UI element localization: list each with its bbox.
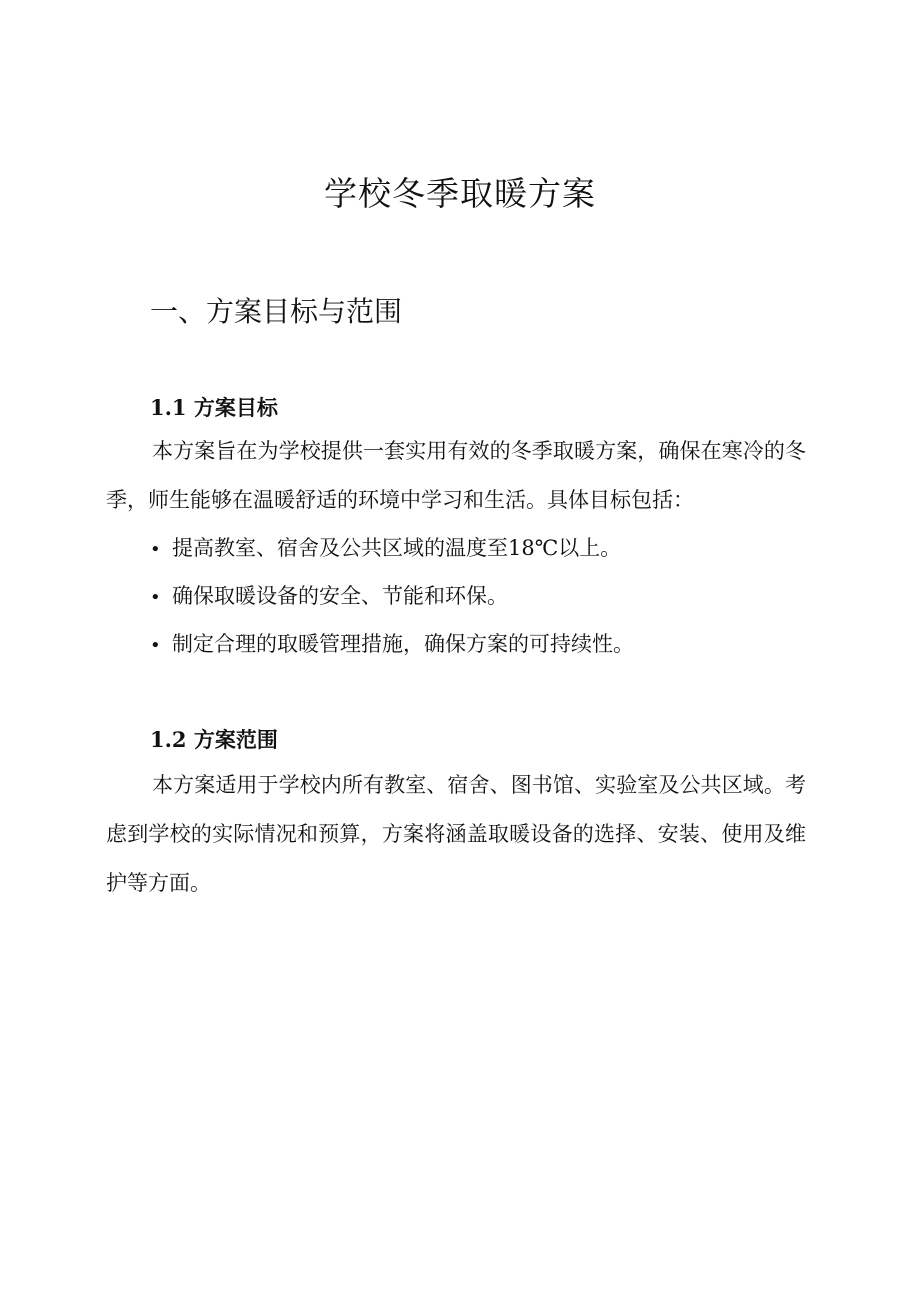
goals-paragraph: 本方案旨在为学校提供一套实用有效的冬季取暖方案，确保在寒冷的冬季，师生能够在温暖舒适的环境中学习和生活。具体目标包括： <box>106 439 806 512</box>
bullet-icon: • <box>150 635 161 656</box>
list-item <box>150 524 634 572</box>
list-item <box>150 620 634 668</box>
bullet-icon: • <box>150 587 161 608</box>
bullet-icon: • <box>150 539 161 560</box>
section-heading-goals-scope: 一、方案目标与范围 <box>150 295 403 328</box>
bullet-text: 确保取暖设备的安全、节能和环保。 <box>172 584 508 608</box>
scope-paragraph: 本方案适用于学校内所有教室、宿舍、图书馆、实验室及公共区域。考虑到学校的实际情况和预算，方案将涵盖取暖设备的选择、安装、使用及维护等方面。 <box>106 773 806 895</box>
subsection-heading-scope: 1.2 方案范围 <box>150 727 278 752</box>
bullet-text: 制定合理的取暖管理措施，确保方案的可持续性。 <box>172 632 634 656</box>
document-title: 学校冬季取暖方案 <box>324 174 596 213</box>
subsection-heading-goals: 1.1 方案目标 <box>150 395 278 420</box>
list-item <box>150 572 634 620</box>
bullet-text: 提高教室、宿舍及公共区域的温度至18℃以上。 <box>172 536 622 560</box>
goals-bullet-list <box>150 524 634 668</box>
